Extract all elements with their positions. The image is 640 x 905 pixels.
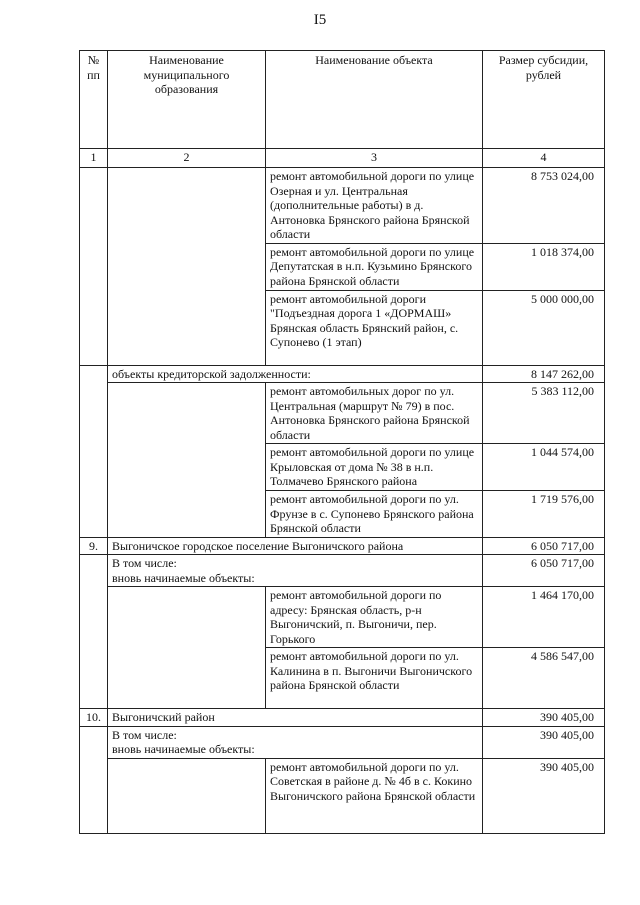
column-number: 3 — [266, 149, 483, 168]
empty-cell — [80, 168, 108, 366]
subsidy-amount: 390 405,00 — [483, 709, 605, 727]
empty-cell — [80, 726, 108, 833]
table-row — [80, 168, 605, 244]
empty-cell — [108, 168, 266, 366]
subsidy-amount: 5 000 000,00 — [483, 290, 605, 365]
object-name: ремонт автомобильной дороги по ул. Калинина в п. Выгоничи Выгоничского района Брянской области — [266, 648, 483, 709]
object-name: ремонт автомобильной дороги по улице Крыловская от дома № 38 в н.п. Толмачево Брянского района — [266, 444, 483, 491]
header-municipality: Наименование муниципального образования — [108, 51, 266, 149]
including-cell — [108, 726, 483, 758]
subsidy-amount: 8 147 262,00 — [483, 365, 605, 383]
table-row — [80, 709, 605, 727]
object-name: ремонт автомобильной дороги по улице Озерная и ул. Центральная (дополнительные работы) в д. Антоновка Брянского района Брянской области — [266, 168, 483, 244]
table-row — [80, 726, 605, 758]
empty-cell — [108, 383, 266, 538]
subsidy-amount: 390 405,00 — [483, 758, 605, 833]
new-objects-label: вновь начинаемые объекты: — [112, 570, 255, 585]
object-name: ремонт автомобильной дороги по адресу: Брянская область, р-н Выгоничский, п. Выгоничи, пер. Горького — [266, 587, 483, 648]
header-subsidy: Размер субсидии, рублей — [483, 51, 605, 149]
including-cell — [108, 555, 483, 587]
empty-cell — [108, 587, 266, 709]
municipality-name: Выгоничский район — [108, 709, 483, 727]
object-name: ремонт автомобильной дороги по ул. Советская в районе д. № 4б в с. Кокино Выгоничского района Брянской области — [266, 758, 483, 833]
subsidy-amount: 6 050 717,00 — [483, 537, 605, 555]
table-header-row — [80, 51, 605, 149]
empty-cell — [80, 365, 108, 537]
subsidy-amount: 1 044 574,00 — [483, 444, 605, 491]
new-objects-label: вновь начинаемые объекты: — [112, 742, 255, 756]
including-label: В том числе: — [112, 727, 177, 742]
object-name: ремонт автомобильной дороги по ул. Фрунзе в с. Супонево Брянского района Брянской области — [266, 491, 483, 538]
subsidy-amount: 1 719 576,00 — [483, 491, 605, 538]
subsidy-amount: 4 586 547,00 — [483, 648, 605, 709]
table-row — [80, 365, 605, 383]
table-row — [80, 555, 605, 587]
subsidy-amount: 5 383 112,00 — [483, 383, 605, 444]
object-name: ремонт автомобильной дороги по улице Депутатская в н.п. Кузьмино Брянского района Брянской области — [266, 243, 483, 290]
creditor-label: объекты кредиторской задолженности: — [108, 365, 483, 383]
including-label: В том числе: — [112, 556, 177, 570]
table-row — [80, 587, 605, 648]
table-row — [80, 383, 605, 444]
subsidy-amount: 8 753 024,00 — [483, 168, 605, 244]
column-number: 4 — [483, 149, 605, 168]
subsidy-amount: 6 050 717,00 — [483, 555, 605, 587]
table-row — [80, 758, 605, 833]
header-object: Наименование объекта — [266, 51, 483, 149]
empty-cell — [108, 758, 266, 833]
subsidy-amount: 1 018 374,00 — [483, 243, 605, 290]
subsidy-amount: 390 405,00 — [483, 726, 605, 758]
subsidy-amount: 1 464 170,00 — [483, 587, 605, 648]
column-number: 2 — [108, 149, 266, 168]
object-name: ремонт автомобильных дорог по ул. Центральная (маршрут № 79) в пос. Антоновка Брянского района Брянской области — [266, 383, 483, 444]
empty-cell — [80, 555, 108, 709]
header-number: № пп — [80, 51, 108, 149]
column-number: 1 — [80, 149, 108, 168]
subsidy-table — [79, 50, 605, 834]
row-number: 10. — [80, 709, 108, 727]
municipality-name: Выгоничское городское поселение Выгоничского района — [108, 537, 483, 555]
column-numbers-row — [80, 149, 605, 168]
page-number: I5 — [313, 12, 327, 28]
row-number: 9. — [80, 537, 108, 555]
object-name: ремонт автомобильной дороги "Подъездная дорога 1 «ДОРМАШ» Брянская область Брянский район, с. Супонево (1 этап) — [266, 290, 483, 365]
table-row — [80, 537, 605, 555]
